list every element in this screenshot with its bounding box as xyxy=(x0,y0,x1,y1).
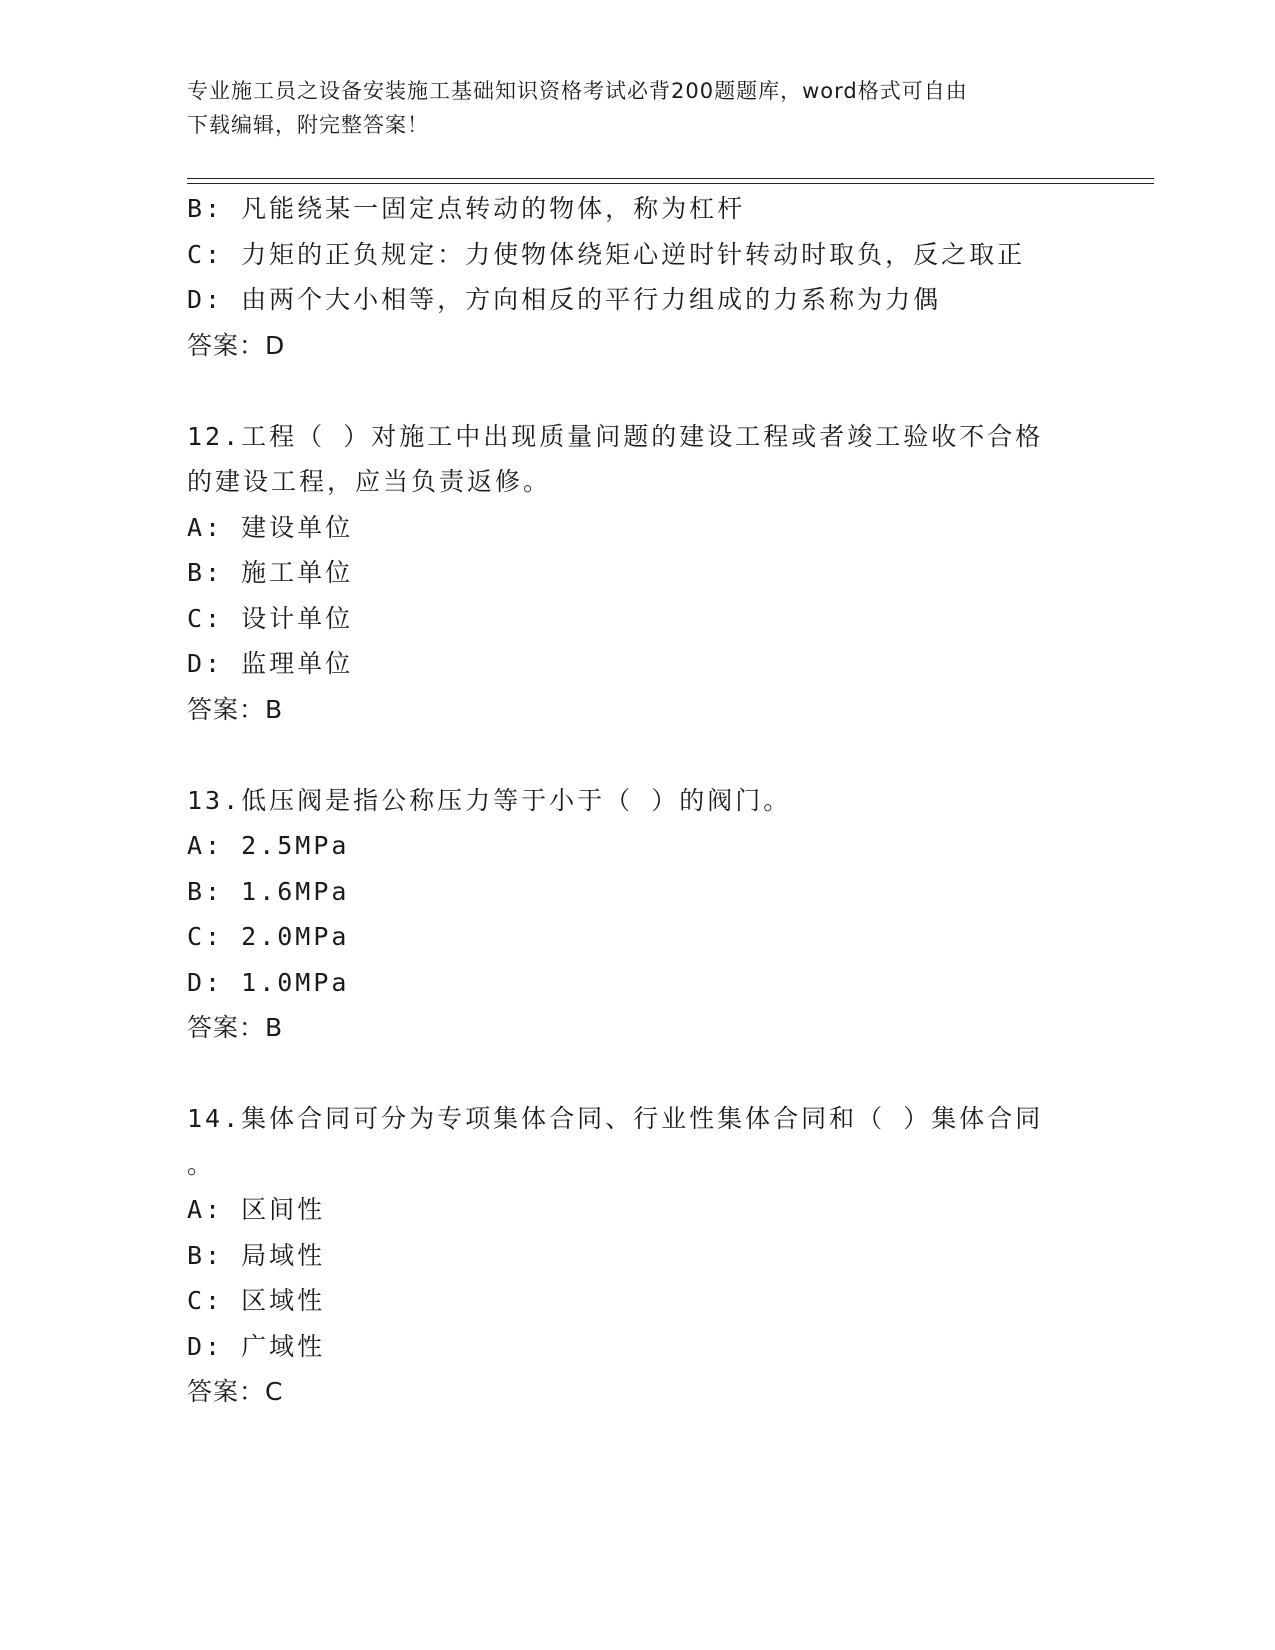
question-14 xyxy=(187,1096,1087,1415)
option-a: A: 2.5MPa xyxy=(187,831,350,860)
option-d: D: 广域性 xyxy=(187,1331,326,1361)
document-header xyxy=(187,74,1067,142)
option-a: A: 区间性 xyxy=(187,1195,326,1224)
option-a: A: 建设单位 xyxy=(187,512,354,542)
header-title-line-2: 下载编辑，附完整答案！ xyxy=(187,113,429,137)
option-d: D: 1.0MPa xyxy=(187,967,350,997)
question-spacer xyxy=(187,1051,1087,1097)
option-c: C: 设计单位 xyxy=(187,603,354,633)
question-spacer xyxy=(187,368,1087,414)
question-11-continued xyxy=(187,186,1087,368)
question-spacer xyxy=(187,732,1087,778)
option-b: B: 1.6MPa xyxy=(187,876,350,906)
answer-line: 答案：C xyxy=(187,1377,284,1406)
question-stem: 。 xyxy=(187,1149,216,1179)
option-b: B: 局域性 xyxy=(187,1240,326,1270)
header-divider-top xyxy=(187,178,1154,179)
question-stem: 的建设工程，应当负责返修。 xyxy=(187,467,552,496)
option-b: B: 凡能绕某一固定点转动的物体，称为杠杆 xyxy=(187,194,746,223)
option-b: B: 施工单位 xyxy=(187,558,354,587)
answer-line: 答案：B xyxy=(187,1013,284,1042)
option-d: D: 监理单位 xyxy=(187,649,354,678)
option-d: D: 由两个大小相等，方向相反的平行力组成的力系称为力偶 xyxy=(187,285,942,314)
header-title-line-1: 专业施工员之设备安装施工基础知识资格考试必背200题题库，word格式可自由 xyxy=(187,79,968,103)
question-stem: 14.集体合同可分为专项集体合同、行业性集体合同和（ ）集体合同 xyxy=(187,1104,1044,1133)
header-divider-bottom xyxy=(187,183,1154,184)
question-12 xyxy=(187,414,1087,733)
question-stem: 13.低压阀是指公称压力等于小于（ ）的阀门。 xyxy=(187,785,792,815)
question-13 xyxy=(187,778,1087,1051)
answer-line: 答案：B xyxy=(187,694,284,724)
question-content xyxy=(187,186,1087,1415)
question-stem: 12.工程（ ）对施工中出现质量问题的建设工程或者竣工验收不合格 xyxy=(187,421,1044,451)
option-c: C: 区域性 xyxy=(187,1286,326,1315)
option-c: C: 2.0MPa xyxy=(187,922,350,951)
answer-line: 答案：D xyxy=(187,330,286,360)
option-c: C: 力矩的正负规定：力使物体绕矩心逆时针转动时取负，反之取正 xyxy=(187,239,1026,269)
